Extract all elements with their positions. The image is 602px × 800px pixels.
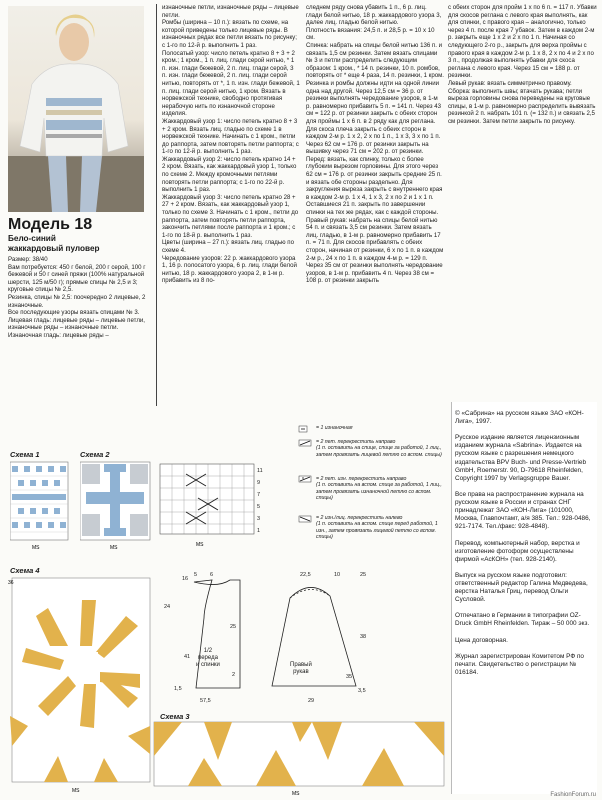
scheme-3-ms-label: MS [292, 791, 300, 797]
row-number-9: 9 [257, 480, 261, 486]
instructions-column-2: изнаночные петли, изнаночные ряды – лицевые петли. Ромбы (ширина – 10 п.): вязать по схеме, на которой приведены только лицевые ряды. В изнаночных рядах все петли вязать по рисунку; с 1-го по 12-й р. выполнить 1 раз. Полосатый узор: число петель кратно 8 + 3 + 2 кром.; 1 кром., 1 п. лиц. глади серой нитью, * 1 п. изн. глади бежевой, 2 п. лиц. глади серой, 3 п. изн. глади бежевой, 2 п. лиц. глади серой нитью, повторять от *, 1 п. изн. глади бежевой, 1 п. лиц. глади серой нитью, 1 кром. Вязать в норвежской технике, свободно протягивая нерабочую нить по изнаночной стороне изделия. Жаккардовый узор 1: число петель кратно 8 + 3 + 2 кром. Вязать лиц. гладью по схеме 1 в норвежской технике. Начинать с 1 кром., петли до раппорта, затем повторять петли раппорта; с 1-го по 12-й р. выполнить 1 раз. Жаккардовый узор 2: число петель кратно 14 + 2 кром. Вязать, как жаккардовый узор 1, только по схеме 2. Между кромочными петлями повторять петли раппорта; с 1-го по 22-й р. выполнить 1 раз. Жаккардовый узор 3: число петель кратно 28 + 27 + 2 кром. Вязать, как жаккардовый узор 1, только по схеме 3. Начинать с 1 кром., петли до раппорта, затем повторять петли раппорта, закончить петлями после раппорта и 1 кром.; с 1-го по 18-й р. выполнить 1 раз. Цветы (ширина – 27 п.): вязать лиц. гладью по схеме 4. Чередование узоров: 22 р. жаккардового узора 1, 16 р. полосатого узора, 6 р. лиц. глади белой нитью, 18 р. жаккардового узора 2, в 1-м р. прибавить из 8 по- [162, 4, 300, 285]
instructions-column-3: следнем ряду снова убавить 1 п., 6 р. лиц. глади белой нитью, 18 р. жаккардового узора 3, далее лиц. гладью белой нитью. Плотность вязания: 24,5 п. и 28,5 р. = 10 х 10 см. Спинка: набрать на спицы белой нитью 136 п. и связать 1,5 см резинки. Затем вязать спицами № 3 и петли распределить следующим образом: 1 кром., * 14 п. резинки, 10 п. ромбов, повторять от * еще 4 раза, 14 п. резинки, 1 кром. Резинка и ромбы должны идти на одной линии одна над другой. Через 12,5 см = 36 р. от резинки выполнять чередование узоров, в 1-м р. равномерно прибавить 5 п. = 141 п. Через 43 см = 122 р. от резинки закрыть с обеих сторон для проймы 1 х 6 п. в 2 ряду как для реглана. Для скоса плеча закрыть с обеих сторон в каждом 2-м р. 1 х 2, 2 х по 1 п., 1 х 3, 3 х по 1 п. Через 62 см = 176 р. от резинки закрыть на вышивку через 71 см = 202 р. от резинки. Перед: вязать, как спинку, только с более глубоким вырезом горловины. Для этого через 62 см = 176 р. от резинки закрыть средние 25 п. и вязать обе стороны раздельно. Для закругления выреза закрыть с внутреннего края в каждом 2-м р. 1 х 4, 1 х 3, 2 х по 2 и 1 х 1 п. Оставшиеся 21 п. закрыть по завершении спинки на тех же рядах, как с каждой стороны. Правый рукав: набрать на спицы белой нитью 54 п. и связать 3,5 см резинки. Затем вязать лиц. гладью, в 1-м р. равномерно прибавить 17 п. = 71 п. Для скосов прибавлять с обеих сторон, начиная от резинки, 6 х по 1 п. в каждом 2-м р., 24 х по 1 п. в каждом 4-м р. = 129 п. Через 35 см от резинки выполнять чередование узоров, в 1-м р. прибавить 4 п. Через 38 см = 108 р. от резинки закрыть [306, 4, 444, 285]
scheme-1-ms-label: MS [32, 545, 40, 551]
dim-5: 5 [194, 572, 198, 578]
legend-purl: = 1 изнаночная [316, 425, 353, 431]
instructions-column-1: Размер: 38/40 Вам потребуется: 450 г белой, 200 г серой, 100 г бежевой и 50 г синей пряжи (100% натуральной шерсти, 125 м/50 г); прямые спицы № 2,5 и 3; круговые спицы № 2,5. Резинка, спицы № 2,5: поочередно 2 лицевые, 2 изнаночные. Все последующие узоры вязать спицами № 3. Лицевая гладь: лицевые ряды – лицевые петли, изнаночные ряды – изнаночные петли. Изнаночная гладь: лицевые ряды – [8, 256, 146, 339]
scheme-cable-chart [158, 460, 268, 552]
dim-35: 35 [346, 674, 353, 680]
dim-41: 41 [184, 654, 191, 660]
legend-cross-left: = 2 изн./лиц. перекрестить налево (1 п. оставить на вспом. спице перед работой, 1 изн., затем провязать лицевой петлю со вспом. спицы) [316, 515, 438, 541]
dim-3-5: 3,5 [358, 688, 366, 694]
row-number-3: 3 [257, 516, 261, 522]
scheme-3-label: Схема 3 [160, 712, 190, 721]
scheme-1-label: Схема 1 [10, 450, 40, 459]
row-number-5: 5 [257, 504, 261, 510]
front-back-label: 1/2 переда и спинки [196, 648, 220, 668]
dim-25: 25 [230, 624, 237, 630]
row-number-1: 1 [257, 528, 261, 534]
scheme-4-row-label: 36 [8, 580, 14, 586]
pattern-pieces [160, 568, 450, 710]
row-number-11: 11 [257, 468, 263, 474]
scheme-4-label: Схема 4 [10, 566, 40, 575]
model-heading [8, 215, 153, 253]
dim-2: 2 [232, 672, 236, 678]
scheme-2-chart [80, 460, 152, 552]
publisher-text: © «Сабрина» на русском языке ЗАО «КОН-Лига», 1997. Русское издание является лицензионным изданием журнала «Sabrina». Издается на русском языке с разрешения немецкого издательства BPV Buch- und Presse-Vertrieb GmbH, Roemerstr. 90, D-79618 Rheinfelden, Copyright 1997 by Verlagsgruppe Bauer. Все права на распространение журнала на русском языке в России и странах СНГ принадлежат ЗАО «КОН-Лига» (101000, Москва, Главпочтамт, а/я 385. Тел.: 928-0486, 921-7174. Тел./факс: 928-4848). Перевод, компьютерный набор, верстка и изготовление фотоформ осуществлены фирмой «АсКОН» (тел. 928-2140). Выпуск на русском языке подготовил: ответственный редактор Галина Медведева, верстка Наталья Гриц, перевод Ольги Сусловой. Отпечатано в Германии в типографии OZ-Druck GmbH Rheinfelden. Тираж – 50 000 экз. Цена договорная. Журнал зарегистрирован Комитетом РФ по печати. Свидетельство о регистрации № 016184. [455, 410, 591, 676]
model-subtitle: Бело-синий жаккардовый пуловер [8, 234, 100, 253]
scheme-3-chart [152, 720, 448, 798]
column-divider [156, 4, 157, 406]
dim-25b: 25 [360, 572, 367, 578]
scheme-2-label: Схема 2 [80, 450, 110, 459]
scheme-cable-ms-label: MS [196, 542, 204, 548]
model-title: Модель 18 [8, 216, 93, 233]
dim-10: 10 [334, 572, 341, 578]
scheme-1-chart [10, 460, 70, 552]
dim-6: 6 [210, 572, 214, 578]
dim-29: 29 [308, 698, 315, 704]
model-illustration [8, 6, 144, 212]
dim-38: 38 [360, 634, 367, 640]
publisher-info-box [451, 402, 597, 794]
scheme-4-ms-label: MS [72, 788, 80, 794]
scheme-2-ms-label: MS [110, 545, 118, 551]
dim-1-5: 1,5 [174, 686, 182, 692]
legend-cross-right: = 2 пет. перекрестить направо (1 п. оставить на спице, спице за работой, 1 лиц., затем провязать лицевой петлю со вспом. спицы) [316, 439, 442, 458]
dim-22-5: 22,5 [300, 572, 311, 578]
watermark: FashionForum.ru [550, 792, 596, 798]
sleeve-label: Правый рукав [290, 662, 312, 675]
dim-57-5: 57,5 [200, 698, 211, 704]
legend-symbols [298, 424, 314, 550]
model-photo [8, 6, 144, 212]
dim-24: 24 [164, 604, 171, 610]
legend-cross-right-purl: = 2 пет. изн. перекрестить направо (1 п. оставить на вспом. спице за работой, 1 лиц., затем провязать изнаночной петлю со вспом. спицы) [316, 476, 442, 502]
instructions-column-4: с обеих сторон для пройм 1 х по 6 п. = 117 п. Убавки для скосов реглана с левого края выполнять, как для спинки, с правого края – аналогично, только через 4 п. после края 7 убавок. Затем в каждом 2-м р. закрыть еще 1 х 2 и 2 х по 1 п. Начиная со следующего 2-го р., закрыть для верха проймы с правого края в каждом 2-м р. 1 х 8, 2 х по 4 и 2 х по 3 п., продолжая выполнять убавки для скоса реглана с левого края. Через 15 см = 188 р. от резинки. Левый рукав: вязать симметрично правому. Сборка: выполнить швы; втачать рукава; петли выреза горловины снова переведены на круговые спицы, в 1-м р. равномерно распределить вывязать резинкой 2 п. набрать 101 п. (= 132 п.) и связать 2,5 см резинки. Затем петли закрыть по рисунку. [448, 4, 597, 125]
dim-16: 16 [182, 576, 189, 582]
scheme-4-chart [8, 576, 154, 798]
row-number-7: 7 [257, 492, 261, 498]
